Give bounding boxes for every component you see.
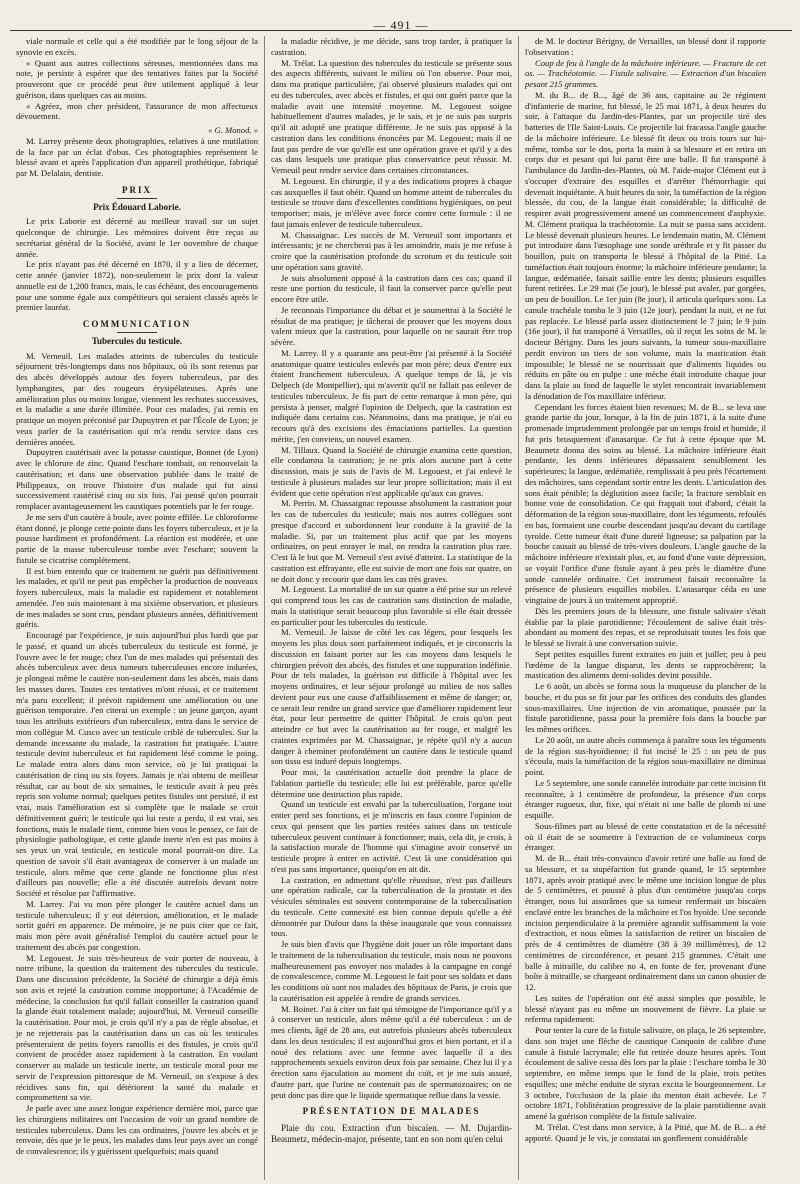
section-heading-presentation: PRÉSENTATION DE MALADES xyxy=(302,1106,481,1117)
paragraph: M. Perrin. M. Chassaignac repousse absolument la castration pour les cas de tubercules du testicule; mais nos autres collègues sont presque d'accord et subordonnent leur conduite à la gravité de la maladie. Si, par un traitement plus actif que par les moyens ordinaires, on peut enrayer le mal, on rendra la castration plus rare. C'est là le but que M. Verneuil s'est avisé d'atteint. La statistique de la castration est effrayante, elle est suivie de mort une fois sur quatre, on ne doit donc y recourir que dans les cas très graves. xyxy=(271,498,512,584)
paragraph: M. Verneuil. Je laisse de côté les cas légers, pour lesquels les moyens les plus doux sont parfaitement indiqués, et je circonscris la discussion en faisant porter sur les cas moyens dans lesquels le chirurgien prévoit des abcès, des fistules et une suppuration indéfinie. Pour de tels malades, la guérison est difficile à l'hôpital avec les moyens ordinaires, et leur séjour prolongé au milieu de nos salles devient pour eux une cause d'affaiblissement et même de danger; or, ce serait leur rendre un grand service que d'améliorer rapidement leur état, pour leur permettre de quitter l'hôpital. Je crois qu'on peut atteindre ce but avec la cautérisation au fer rouge, et malgré les craintes exprimées par M. Chassaignac, je répète qu'il n'y a aucun danger à cheminer profondément un cautère dans le testicule quand son tissu est induré depuis longtemps. xyxy=(271,627,512,767)
columns xyxy=(10,36,792,1180)
paragraph: Dès les premiers jours de la blessure, une fistule salivaire s'était établie par la plaie parotidienne; l'écoulement de salive était très-abondant au moment des repas, et se reproduisait toutes les fois que le blessé se livrait à une conversation suivie. xyxy=(525,605,766,648)
paragraph: M. Legouest. Je suis très-heureux de voir porter de nouveau, à notre tribune, la question du traitement des tubercules du testicule. Dans une discussion précédente, la Société de chirurgie a déjà émis son avis et rejeté la castration comme inopportune; à l'Académie de médecine, la conclusion fut qu'il fallait conseiller la castration quand la glande était totalement malade; aujourd'hui, M. Verneuil conseille la cautérisation. Pour moi, je crois qu'il n'y a pas de règle absolue, et je ne rejetterais pas la cautérisation dans un cas où les testicules présenteraient de petits foyers ramollis et des fistules, je crois qu'il convient de procéder assez rapidement à la castration. En voulant conserver au malade un testicule inerte, un testicule moral pour me servir de l'expression pittoresque de M. Verneuil, on s'expose à des récidives sans fin, qui détériorent la santé du malade et compromettent sa vie. xyxy=(16,952,258,1103)
page-number: — 491 — xyxy=(373,18,429,32)
subheading-plaie-du-cou: Plaie du cou. Extraction d'un biscaïen. — M. Dujardin-Beaumetz, médecin-major, présente, tant en son nom qu'en celui xyxy=(271,1123,512,1144)
paragraph: Le 20 août, un autre abcès commença à paraître sous les téguments de la région sus-hyoïdienne; il fut incisé le 25 : un peu de pus s'écoula, mais la tuméfaction de la région sous-maxillaire ne diminua point. xyxy=(525,734,766,777)
paragraph: Quand un testicule est envahi par la tuberculisation, l'organe tout entier perd ses fonctions, et je m'inscris en faux contre l'opinion de ceux qui pensent que les parties restées saines dans un testicule tuberculeux peuvent continuer à fonctionner; mais, cela dit, je crois, à la satisfaction morale de l'homme qui s'imagine avoir conservé un testicule propre à entrer en activité. C'est là une considération qui n'est pas sans importance, quoiqu'on en ait dit. xyxy=(271,799,512,874)
paragraph: Dupuytren cautérisait avec la potasse caustique, Bonnet (de Lyon) avec le chlorure de zinc. Quand l'eschare tombait, on renouvelait la cautérisation; et dans une observation publiée dans le traité de Philippeaux, on trouve l'histoire d'un malade qui fut ainsi successivement cautérisé cinq ou six fois. J'ai pensé qu'on pourrait remplacer avantageusement les caustiques potentiels par le fer rouge. xyxy=(16,447,258,511)
paragraph: Sous-filmes part au blessé de cette constatation et de la nécessité où il était de se soumettre à l'extraction de ce volumineux corps étranger. xyxy=(525,820,766,853)
paragraph: M. Verneuil. Les malades atteints de tubercules du testicule séjournent très-longtemps dans nos hôpitaux, où ils sont retenus par des abcès développés autour des foyers tuberculeux, par des lymphangites, par des rougeurs érysipélateuses. Après une amélioration plus ou moins longue, viennent les rechutes successives, et la maladie a une durée illimitée. Pour ces malades, j'ai remis en pratique un moyen préconisé par Dupuytren et par l'École de Lyon; je veux parler de la cautérisation qui m'a rendu service dans ces dernières années. xyxy=(16,350,258,447)
paragraph: M. Boinet. J'ai à citer un fait qui témoigne de l'importance qu'il y a à conserver un testicule, alors même qu'il a été tuberculeux : un de mes clients, âgé de 28 ans, eut autrefois plusieurs abcès tuberculeux dans les deux testicules; il est aujourd'hui gros et bien portant, et il a noué des relations avec une femme avec laquelle il a des rapprochements sexuels environ deux fois par semaine. Chez lui il y a érection sans éjaculation au moment du coït, et je me suis assuré, d'autre part, que l'urine ne contenait pas de spermatozoaires; on ne peut donc pas dire que le liquide spermatique reflue dans la vessie. xyxy=(271,1003,512,1100)
subheading-prix-laborie: Prix Édouard Laborie. xyxy=(93,201,181,212)
paragraph: viale normale et celle qui a été modifiée par le long séjour de la synovie en excès. xyxy=(16,36,258,57)
section-heading-communication: COMMUNICATION xyxy=(82,319,192,329)
top-rule xyxy=(10,30,792,31)
paragraph: M. de B... était très-convaincu d'avoir retiré une balle au fond de sa blessure, et sa stupéfaction fut grande quand, le 15 septembre 1871, après avoir pratiqué avec le même une incision longue de plus de 5 centimètres, et poussé à plus d'un centimètre jusqu'au corps étranger, nous lui assurâmes que sa tumeur renfermait un biscaïen enclavé entre les branches de la mâchoire et l'os hyoïde. Une seconde incision perpendiculaire à la première agrandit suffisamment la voie d'extraction, et nous eûmes la satisfaction de retirer un biscaïen de près de 4 centimètres de diamètre (38 à 39 millimètres), de 12 centimètres de circonférence, et pesant 215 grammes. C'était une balle à mitraille, du calibre no 4, en fonte de fer, provenant d'une boîte à mitraille, se chargeant ordinairement dans un canon obusier de 12. xyxy=(525,853,766,992)
paragraph: Je parle avec une assez longue expérience dernière moi, parce que les chirurgiens militaires ont l'occasion de voir un grand nombre de testicules tuberculeux. Dans les cas ordinaires, j'ouvre les abcès et je renvoie, dès que je le peux, les malades dans leur pays avec un congé de convalescence; ils y guérissent quelquefois; mais quand xyxy=(16,1103,258,1156)
paragraph: Le 6 août, un abcès se forma sous la muqueuse du plancher de la bouche, et du pus se fit jour par les orifices des conduits des glandes sous-maxillaires. Une injection de vin aromatique, poussée par la fistule parotidienne, passa pour la première fois dans la bouche par les mêmes orifices. xyxy=(525,681,766,734)
paragraph: Le prix n'ayant pas été décerné en 1870, il y a lieu de décerner, cette année (janvier 1872), non-seulement le prix dont la valeur annuelle est de 1,200 francs, mais, le cas échéant, des encouragements pour une somme égale aux compétiteurs qui seraient classés après le premier lauréat. xyxy=(16,259,258,313)
paragraph: la maladie récidive, je me décide, sans trop tarder, à pratiquer la castration. xyxy=(271,36,512,57)
paragraph: M. Larrey. Il y a quarante ans peut-être j'ai présenté à la Société anatomique quatre testicules enlevés par mon père; deux d'entre eux étaient franchement tuberculeux. A quelque temps de là, je vis Delpech (de Montpellier), qui m'avertit qu'il ne fallait pas enlever de testicules tuberculeux. Je fis part de cette remarque à mon père, qui persista à penser, malgré l'opinion de Delpech, que la castration est indiquée dans certains cas. Néanmoins, dans ma pratique, je n'ai eu recours qu'à des excisions des émaciations partielles. La question mérite, j'en conviens, un nouvel examen. xyxy=(271,347,512,444)
paragraph: Pour tenter la cure de la fistule salivaire, on plaça, le 26 septembre, dans son trajet une flèche de caustique Canquoin de calibre d'une canule à fistule lacrymale; elle fut retirée douze heures après. Tout écoulement de salive cessa dès lors par la plaie : l'eschare tomba le 30 septembre, en même temps que le fond de la plaie, trois petites esquilles; une mèche enduite de styrax excita le bourgeonnement. Le 3 octobre, l'occlusion de la plaie du menton était achevée. Le 7 octobre 1871, l'oblitération progressive de la plaie parotidienne avait amené la guérison complète de la fistule salivaire. xyxy=(525,1025,766,1121)
paragraph: Sept petites esquilles furent extraites en juin et juillet; peu à peu l'œdème de la langue disparut, les dents se rapprochèrent; la mastication des aliments demi-solides devint possible. xyxy=(525,648,766,681)
paragraph: Encouragé par l'expérience, je suis aujourd'hui plus hardi que par le passé, et quand un abcès tuberculeux du testicule est formé, je l'ouvre avec le fer rouge; chez l'un de mes malades qui présentait des abcès tuberculeux avec deux tumeurs tuberculeuses encore indurées, je plongeai même le cautère non-seulement dans les abcès, mais dans les masses dures. Toutes ces tentatives m'ont réussi, et ce traitement m'a paru excellent; il prévoit rapidement une amélioration ou une guérison temporaire. J'en citerai un exemple : un jeune garçon, ayant tous les attributs extérieurs d'un tuberculeux, entra dans le service de mon collègue M. Cusco avec un testicule criblé de tubercules. Sur la demande incessante du malade, la castration fut pratiquée. L'autre testicule devint tuberculeux et fut rapidement lésé comme le poing. Le malade entra alors dans mon service, où je lui pratiquai la cautérisation de cinq ou six foyers. Jamais je n'ai obtenu de meilleur résultat, car au bout de six semaines, le testicule avait à peu près repris son volume normal; quelques petites fistules ont persisté, il est vrai, mais l'amélioration est si complète que le malade se croit définitivement guéri; le testicule qui lui reste a perdu, il est vrai, ses fonctions, mais le malade tient, comme bien vous le pensez, ce fait de physiologie pathologique, et cette glande inerte n'en est pas moins à ses yeux un vrai testicule, en testicule moral pourrait-on dire. La question de savoir s'il était avantageux de conserver à un malade un testicule, alors même que cette glande ne fonctionne plus n'est d'ailleurs pas nouvelle; elle a été discutée autrefois devant notre Société et résolue par l'affirmative. xyxy=(16,630,258,898)
paragraph: Le 5 septembre, une sonde cannelée introduite par cette incision fit reconnaître, à 1 centimètre de profondeur, la présence d'un corps étranger rugueux, dur, fixe, qui n'était ni une balle de plomb ni une esquille. xyxy=(525,777,766,820)
case-title: Coup de feu à l'angle de la mâchoire inférieure. — Fracture de cet os. — Trachéotomie. — Fistule salivaire. — Extraction d'un biscaïen pesant 215 grammes. xyxy=(525,57,766,89)
paragraph: Les suites de l'opération ont été aussi simples que possible, le blessé n'ayant pas eu même un mouvement de fièvre. La plaie se referma rapidement. xyxy=(525,992,766,1025)
paragraph: « Quant aux autres collections séreuses, mentionnées dans ma note, je persiste à espérer que des tentatives faites par la Société prouveront que ce procédé peut être utilement appliqué à leur guérison, dans quelques cas au moins. xyxy=(16,57,258,100)
paragraph: Je suis bien d'avis que l'hygiène doit jouer un rôle important dans le traitement de la tuberculisation du testicule, mais nous ne pouvons malheureusement pas envoyer nos malades à la campagne en congé de convalescence, comme M. Legouest le fait pour ses soldats et dans les conditions où sont nos malades des hôpitaux de Paris, je crois que la cautérisation est appelée à rendre de grands services. xyxy=(271,939,512,1003)
paragraph: Je reconnais l'importance du débat et je soumettrai à la Société le résultat de ma pratique; je tâcherai de prouver que les moyens doux valent mieux que la castration, pour laquelle on ne saurait être trop sévère. xyxy=(271,304,512,347)
paragraph: Je me sers d'un cautère à boule, avec pointe effilée. Le chloroforme étant donné, je plonge cette pointe dans les foyers tuberculeux, et je la pousse hardiment et profondément. La réaction est modérée, et une partie de la masse tuberculeuse tombe avec l'eschare; souvent la fistule se cicatrise complétement. xyxy=(16,511,258,565)
paragraph: M. Larrey présente deux photographies, relatives à une mutilation de la face par un éclat d'obus. Ces photographies représentent le blessé avant et après l'application d'un appareil prothétique, fabriqué par M. Delalain, dentiste. xyxy=(16,135,258,178)
paragraph: M. Chassaignac. Les succès de M. Verneuil sont importants et intéressants; je ne chercherai pas à les amoindrir, mais je me refuse à croire que la cautérisation profonde du scrotum et du testicule soit une opération sans gravité. xyxy=(271,229,512,272)
heading-rule xyxy=(117,332,157,333)
paragraph: M. Legouest. En chirurgie, il y a des indications propres à chaque cas auxquelles il faut obéir. Quand un homme atteint de tubercules du testicule se trouve dans d'excellentes conditions hygiéniques, on peut temporiser; mais, je m'élève avec force contre cette formule : il ne faut jamais enlever de testicule tuberculeux. xyxy=(271,175,512,229)
paragraph: Je suis absolument opposé à la castration dans ces cas; quand il reste une portion du testicule, il faut la conserver parce qu'elle peut encore être utile. xyxy=(271,272,512,304)
paragraph: M. du B... de B..., âgé de 36 ans, capitaine au 2e régiment d'infanterie de marine, fut blessé, le 25 mai 1871, à deux heures du soir, à l'attaque du Jardin-des-Plantes, par un projectile tiré des batteries de l'Ile Saint-Louis. Ce projectile lui fracassa l'angle gauche de la mâchoire inférieure. Le blessé fit deux ou trois tours sur lui-même, tomba sur le dos, porta la main à sa blessure et en retira un corps dur et pesant qui lui parut être une balle. Il fut transporté à l'ambulance du Jardin-des-Plantes, où M. l'aide-major Clément eut à s'occuper d'extraire des esquilles et d'arrêter l'hémorrhagie qui devenait inquiétante. A huit heures du soir, la tuméfaction de la région blessée, du cou, de la langue était considérable; la difficulté de respirer avait progressivement amené un commencement d'asphyxie. M. Clément pratiqua la trachéotomie. La nuit se passa sans accident. Le blessé devenait plusieurs heures. Le lendemain matin, M. Clément put introduire dans l'œsophage une sonde uréthrale et y fit passer du bouillon, puis on transporta le blessé à l'hôpital de la Pitié. La tuméfaction était toujours énorme; la mâchoire inférieure pendante; la langue, œdématiée, faisait saillie entre les dents; plusieurs esquilles furent retirées. Le 29 mai (5e jour), le blessé put avaler, par gorgées, un peu de bouillon. Le 1er juin (8e jour), il articula quelques sons. La canule trachéale tomba le 3 juin (12e jour), pendant la nuit, et ne fut pas replacée. Le blessé parla assez distinctement le 7 juin; le 9 juin (16e jour), il fut transporté à Versailles, où il reçut les soins de M. le docteur Bérigny. Dans les jours suivants, la tumeur sous-maxillaire perdit environ un tiers de son volume, mais la mastication était impossible; le blessé ne se nourrissait que d'aliments liquides ou réduits en pâte ou en pulpe : une mèche était introduite chaque jour dans la plaie au fond de laquelle le stylet rencontrait invariablement la dénudation de l'os maxillaire inférieur. xyxy=(525,89,766,401)
paragraph: Cependant les forces étaient bien revenues; M. de B... se leva une grande partie du jour, lorsque, à la fin de juin 1871, à la suite d'une promenade imprudemment prolongée par un temps froid et humide, il fut pris brusquement d'anasarque. Ce fut à cette époque que M. Beaumetz donna des soins au blessé. La mâchoire inférieure était pendante, les dents inférieures dépassaient sensiblement les supérieures; la langue, œdématiée, remplissait à peu près l'écartement des mâchoires, sans cependant sortir entre les dents. L'articulation des sons était pénible; la déglutition assez facile; la fracture semblait en bonne voie de consolidation. Ce qui frappait tout d'abord, c'était la déformation de la région sous-maxillaire, dont les téguments, refoulés en bas, formaient une courbe descendant jusqu'au devant du cartilage tyroïde. Cette tumeur était d'une dureté ligneuse; sa palpation par la bouche causait au blessé de très-vives douleurs. L'angle gauche de la mâchoire inférieure n'existait plus, et, au fond d'une vaste dépression, se voyait l'orifice d'une fistule ayant à peu près le diamètre d'une sonde cannelée ordinaire. Cet instrument faisait reconnaître la présence de plusieurs esquilles mobiles. L'anasarque céda en une vingtaine de jours à un traitement approprié. xyxy=(525,401,766,605)
column-3 xyxy=(518,36,772,1180)
paragraph: La castration, en admettant qu'elle réussisse, n'est pas d'ailleurs une opération radicale, car la tuberculisation de la prostate et des vésicules séminales est souvent contemporaine de la tuberculisation du testicule. Cette connexité est bien connue depuis qu'elle a été démontrée par Dufour dans la thèse inaugurale que vous connaissez tous. xyxy=(271,874,512,939)
newspaper-page xyxy=(10,0,792,1184)
column-1 xyxy=(10,36,264,1180)
paragraph: de M. le docteur Bérigny, de Versailles, un blessé dont il rapporte l'observation : xyxy=(525,36,766,57)
paragraph: M. Tillaux. Quand la Société de chirurgie examina cette question, elle condamna la castration; je ne pris alors aucune part à cette discussion, mais je suis de l'avis de M. Legouest, et j'ai enlevé le testicule à plusieurs malades sur leur propre sollicitation; mais il est évident que cette opération n'est applicable qu'aux cas graves. xyxy=(271,444,512,498)
paragraph: M. Trélat. C'est dans mon service, à la Pitié, que M. de B... a été apporté. Quand je le vis, je constatai un gonflement considérable xyxy=(525,1121,766,1143)
heading-rule xyxy=(117,198,157,199)
paragraph: Le prix Laborie est décerné au meilleur travail sur un sujet quelconque de chirurgie. Les mémoires doivent être reçus au secrétariat général de la Société, avant le 1er novembre de chaque année. xyxy=(16,216,258,259)
paragraph: « Agréez, mon cher président, l'assurance de mon affectueux dévouement. xyxy=(16,100,258,122)
heading-rule xyxy=(372,1119,412,1120)
paragraph: Pour moi, la cautérisation actuelle doit prendre la place de l'ablation partielle du testicule; elle lui est préférable, parce qu'elle détermine une destruction plus rapide. xyxy=(271,767,512,799)
section-heading-prix: PRIX xyxy=(122,184,152,195)
column-2 xyxy=(264,36,518,1180)
signature: « G. Monod. » xyxy=(208,125,258,135)
paragraph: M. Trélat. La question des tubercules du testicule se présente sous des aspects différents, suivant le milieu où l'on observe. Pour moi, dans ma pratique particulière, j'ai observé plusieurs malades qui ont eu des tubercules, avec abcès et fistules, et qui ont guéri parce que la maladie avait une intensité moyenne. M. Legouest soigne habituellement d'autres malades, je le sais, et je ne suis pas surpris qu'il ait adopté une pratique différente. Je ne suis pas opposé à la castration dans les conditions énoncées par M. Legouest; mais il ne faut pas perdre de vue qu'elle est une opération grave et qu'il y a des cas dans lesquels une pratique plus conservatrice peut réussir. M. Verneuil peut rendre service dans certaines circonstances. xyxy=(271,57,512,175)
paragraph: M. Larrey. J'ai vu mon père plonger le cautère actuel dans un testicule tuberculeux; il y eut détersion, amélioration, et le malade sortit guéri en apparence. De mémoire, je ne puis citer que ce fait, mais mon père avait généralisé l'emploi du cautère actuel pour le traitement des abcès par congestion. xyxy=(16,898,258,952)
paragraph: Il est bien entendu que ce traitement ne guérit pas définitivement les malades, et qu'il ne peut pas empêcher la production de nouveaux foyers tuberculeux, mais la maladie est rapidement et notablement amendée. J'en suis maintenant à ma sixième observation, et plusieurs de mes malades se sont crus, pendant plusieurs années, définitivement guéris. xyxy=(16,565,258,630)
subheading-tubercules: Tubercules du testicule. xyxy=(91,335,183,346)
paragraph: M. Legouest. La mortalité de un sur quatre a été prise sur un relevé qui comprend tous les cas de castration sans distinction de maladie, mais la statistique serait beaucoup plus favorable si elle était dressée en particulier pour les tubercules du testicule. xyxy=(271,584,512,627)
